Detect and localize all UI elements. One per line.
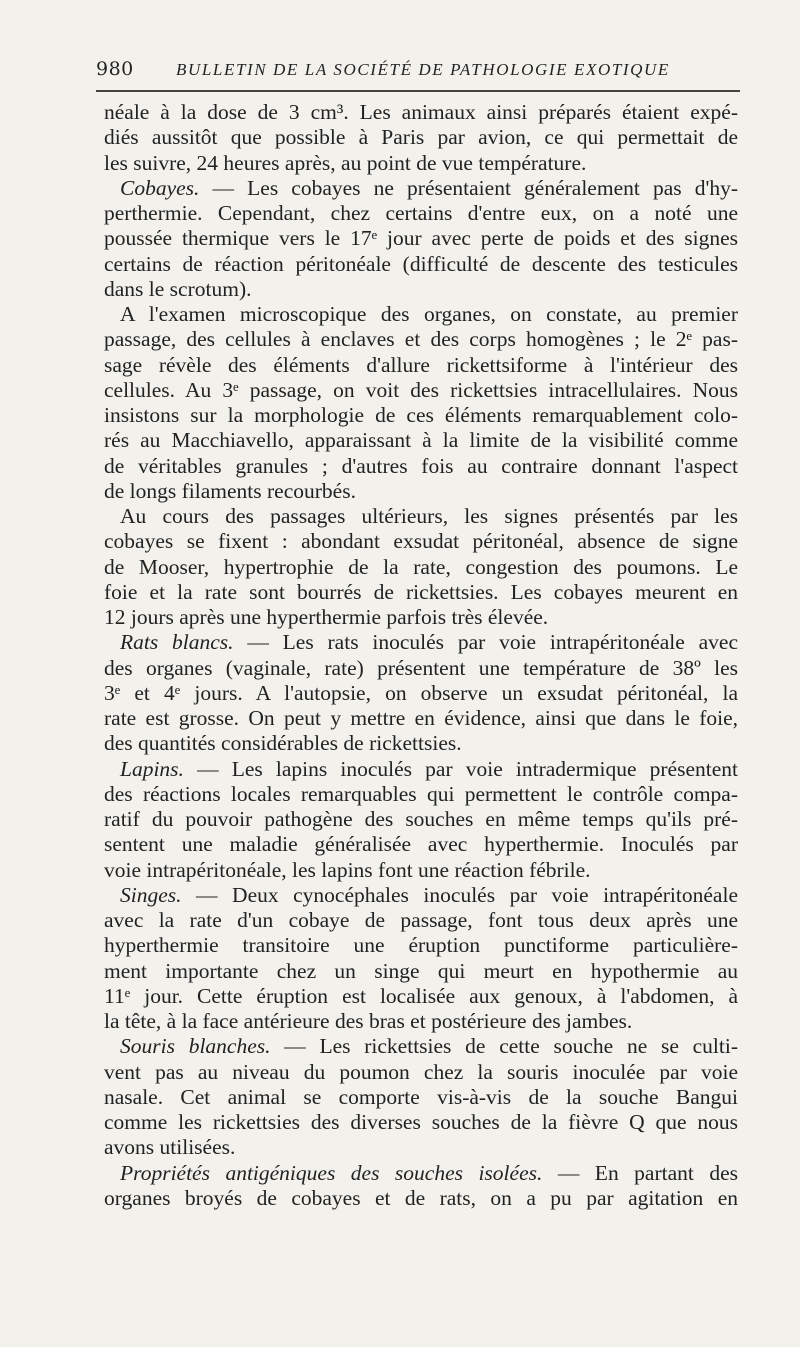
text-line	[104, 807, 738, 832]
text-line	[104, 1135, 738, 1160]
line-text: vent pas au niveau du poumon chez la souris inoculée par voie	[104, 1059, 738, 1084]
text-line	[104, 1060, 738, 1085]
line-text: ment importante chez un singe qui meurt en hypothermie au	[104, 958, 738, 983]
text-line	[104, 1161, 738, 1186]
line-text: rés au Macchiavello, apparaissant à la limite de la visibilité comme	[104, 428, 738, 453]
line-text: hyperthermie transitoire une éruption punctiforme particulière-	[104, 933, 738, 958]
text-line	[104, 353, 738, 378]
line-text: voie intrapéritonéale, les lapins font une réaction fébrile.	[104, 857, 591, 882]
text-line	[104, 706, 738, 731]
text-line	[104, 1110, 738, 1135]
line-text: sage révèle des éléments d'allure rickettsiforme à l'intérieur des	[104, 352, 738, 377]
line-text: avec la rate d'un cobaye de passage, font tous deux après une	[104, 908, 738, 932]
text-line	[104, 1009, 738, 1034]
line-text: les suivre, 24 heures après, au point de vue température.	[104, 150, 587, 175]
line-text: cobayes se fixent : abondant exsudat péritonéal, absence de signe	[104, 529, 738, 554]
text-line	[104, 984, 738, 1009]
text-line	[104, 277, 738, 302]
line-text: — Deux cynocéphales inoculés par voie intrapéritonéale	[181, 882, 738, 907]
line-text: A l'examen microscopique des organes, on constate, au premier	[120, 302, 738, 326]
text-line	[104, 858, 738, 883]
line-text: dans le scrotum).	[104, 276, 252, 301]
text-line	[104, 504, 738, 529]
line-text: de Mooser, hypertrophie de la rate, congestion des poumons. Le	[104, 554, 738, 579]
italic-heading: Singes.	[120, 882, 182, 907]
line-text: ratif du pouvoir pathogène des souches en même temps qu'ils pré-	[104, 807, 738, 831]
line-text: des quantités considérables de rickettsies.	[104, 731, 462, 756]
line-text: rate est grosse. On peut y mettre en évidence, ainsi que dans le foie,	[104, 706, 738, 730]
line-text: sentent une maladie généralisée avec hyperthermie. Inoculés par	[104, 832, 738, 857]
text-line	[104, 656, 738, 681]
text-line	[104, 908, 738, 933]
text-line	[104, 681, 738, 706]
text-line	[104, 176, 738, 201]
line-text: organes broyés de cobayes et de rats, on a pu par agitation en	[104, 1185, 738, 1210]
text-line	[104, 479, 738, 504]
text-line	[104, 428, 738, 453]
line-text: foie et la rate sont bourrés de rickettsies. Les cobayes meurent en	[104, 579, 738, 604]
text-line	[104, 832, 738, 857]
line-text: poussée thermique vers le 17ᵉ jour avec perte de poids et des signes	[104, 226, 738, 251]
text-line	[104, 1034, 738, 1059]
text-line	[104, 454, 738, 479]
text-line	[104, 201, 738, 226]
text-line	[104, 100, 738, 125]
line-text: diés aussitôt que possible à Paris par avion, ce qui permettait de	[104, 125, 738, 150]
line-text: 3ᵉ et 4ᵉ jours. A l'autopsie, on observe un exsudat péritonéal, la	[104, 680, 738, 705]
line-text: Au cours des passages ultérieurs, les signes présentés par les	[120, 504, 738, 528]
header-rule	[96, 90, 740, 92]
text-line	[104, 933, 738, 958]
running-title: BULLETIN DE LA SOCIÉTÉ DE PATHOLOGIE EXOTIQUE	[176, 60, 670, 79]
text-line	[104, 883, 738, 908]
body-text	[104, 100, 738, 1211]
text-line	[104, 580, 738, 605]
text-line	[104, 252, 738, 277]
text-line	[104, 731, 738, 756]
line-text: la tête, à la face antérieure des bras et postérieure des jambes.	[104, 1009, 633, 1033]
line-text: de véritables granules ; d'autres fois au contraire donnant l'aspect	[104, 453, 738, 478]
line-text: — Les cobayes ne présentaient généralement pas d'hy-	[199, 175, 738, 200]
line-text: insistons sur la morphologie de ces éléments remarquablement colo-	[104, 403, 738, 427]
text-line	[104, 782, 738, 807]
line-text: 12 jours après une hyperthermie parfois très élevée.	[104, 605, 549, 629]
page-header	[96, 54, 736, 84]
line-text: néale à la dose de 3 cm³. Les animaux ainsi préparés étaient expé-	[104, 100, 738, 124]
italic-heading: Lapins.	[120, 756, 184, 781]
line-text: 11ᵉ jour. Cette éruption est localisée aux genoux, à l'abdomen, à	[104, 983, 738, 1008]
italic-heading: Cobayes.	[120, 175, 200, 200]
line-text: cellules. Au 3ᵉ passage, on voit des rickettsies intracellulaires. Nous	[104, 377, 738, 402]
line-text: — Les rickettsies de cette souche ne se culti-	[270, 1034, 738, 1059]
text-line	[104, 302, 738, 327]
text-line	[104, 529, 738, 554]
line-text: comme les rickettsies des diverses souches de la fièvre Q que nous	[104, 1110, 738, 1134]
text-line	[104, 1186, 738, 1211]
text-line	[104, 555, 738, 580]
page-number: 980	[96, 58, 134, 80]
text-line	[104, 630, 738, 655]
text-line	[104, 378, 738, 403]
line-text: nasale. Cet animal se comporte vis-à-vis de la souche Bangui	[104, 1084, 738, 1109]
italic-heading: Rats blancs.	[120, 630, 234, 655]
line-text: — En partant des	[542, 1160, 738, 1185]
line-text: des organes (vaginale, rate) présentent une température de 38º les	[104, 655, 738, 680]
italic-heading: Souris blanches.	[120, 1034, 271, 1059]
italic-heading: Propriétés antigéniques des souches isolées.	[120, 1160, 543, 1185]
text-line	[104, 327, 738, 352]
line-text: — Les lapins inoculés par voie intradermique présentent	[183, 756, 738, 781]
text-line	[104, 403, 738, 428]
line-text: des réactions locales remarquables qui permettent le contrôle compa-	[104, 781, 738, 806]
text-line	[104, 125, 738, 150]
line-text: certains de réaction péritonéale (difficulté de descente des testicules	[104, 251, 738, 276]
line-text: — Les rats inoculés par voie intrapéritonéale avec	[233, 630, 738, 655]
line-text: de longs filaments recourbés.	[104, 478, 356, 503]
line-text: passage, des cellules à enclaves et des corps homogènes ; le 2ᵉ pas-	[104, 327, 738, 352]
line-text: perthermie. Cependant, chez certains d'entre eux, on a noté une	[104, 201, 738, 225]
text-line	[104, 1085, 738, 1110]
text-line	[104, 959, 738, 984]
line-text: avons utilisées.	[104, 1135, 236, 1160]
text-line	[104, 151, 738, 176]
text-line	[104, 226, 738, 251]
text-line	[104, 757, 738, 782]
text-line	[104, 605, 738, 630]
